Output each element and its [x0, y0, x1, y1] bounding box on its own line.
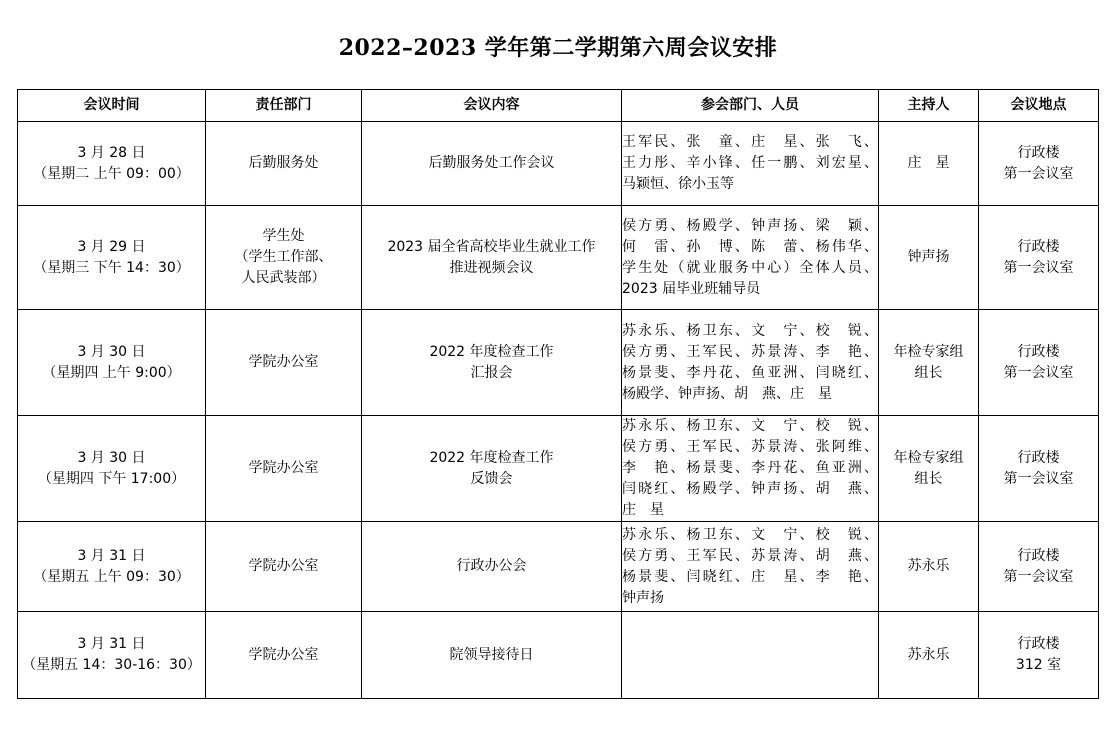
- content-line: 后勤服务处工作会议: [428, 155, 555, 171]
- location-line: 第一会议室: [1003, 568, 1074, 585]
- content-line: 行政办公会: [456, 558, 527, 574]
- table-row: [18, 122, 1099, 206]
- attendees-line: 马颖恒、徐小玉等: [622, 176, 734, 192]
- time-line: 3 月 31 日: [77, 547, 146, 564]
- cell-attendees: [622, 310, 879, 416]
- content-line: 2022 年度检查工作: [429, 343, 554, 360]
- page-title: 2022–2023 学年第二学期第六周会议安排: [338, 35, 778, 61]
- cell-dept: [206, 612, 362, 699]
- attendees-line: 李 艳、杨景斐、李丹花、鱼亚洲、: [622, 460, 878, 476]
- header-host: 主持人: [879, 90, 979, 122]
- content-line: 2022 年度检查工作: [429, 449, 554, 466]
- cell-content: [362, 522, 622, 612]
- host-line: 庄 星: [907, 155, 950, 171]
- attendees-line: 钟声扬: [622, 589, 664, 606]
- location-line: 第一会议室: [1003, 470, 1074, 487]
- content-line: 推进视频会议: [449, 259, 534, 276]
- host-line: 组长: [914, 364, 943, 381]
- location-line: 第一会议室: [1003, 364, 1074, 381]
- cell-host: [879, 612, 979, 699]
- time-line: （星期五 上午 09：30）: [33, 568, 190, 585]
- cell-dept: [206, 522, 362, 612]
- header-dept: 责任部门: [206, 90, 362, 122]
- host-line: 年检专家组: [893, 343, 964, 360]
- location-line: 行政楼: [1017, 449, 1060, 466]
- cell-host: [879, 416, 979, 522]
- content-line: 院领导接待日: [449, 646, 534, 663]
- cell-location: [979, 416, 1099, 522]
- time-line: （星期五 14：30-16：30）: [22, 657, 201, 673]
- cell-attendees: [622, 122, 879, 206]
- time-line: （星期四 上午 9:00）: [42, 364, 181, 381]
- attendees-line: 苏永乐、杨卫东、文 宁、校 锐、: [622, 322, 878, 339]
- location-line: 行政楼: [1017, 238, 1060, 255]
- host-line: 苏永乐: [907, 558, 950, 574]
- cell-location: [979, 310, 1099, 416]
- cell-time: [18, 416, 206, 522]
- content-line: 2023 届全省高校毕业生就业工作: [387, 238, 596, 255]
- attendees-line: 王军民、张 童、庄 星、张 飞、: [622, 134, 878, 150]
- attendees-line: 王力彤、辛小锋、任一鹏、刘宏星、: [622, 155, 878, 171]
- attendees-line: 侯方勇、王军民、苏景涛、张阿维、: [622, 439, 878, 455]
- attendees-line: 何 雷、孙 博、陈 蕾、杨伟华、: [622, 238, 878, 255]
- dept-line: 人民武装部）: [241, 270, 326, 286]
- time-line: （星期四 下午 17:00）: [37, 470, 186, 487]
- cell-dept: [206, 122, 362, 206]
- dept-line: 学院办公室: [248, 558, 319, 574]
- dept-line: 学生处: [262, 228, 305, 244]
- cell-time: [18, 310, 206, 416]
- dept-line: 学院办公室: [248, 354, 319, 370]
- cell-host: [879, 522, 979, 612]
- cell-content: [362, 612, 622, 699]
- location-line: 行政楼: [1017, 144, 1060, 161]
- time-line: 3 月 31 日: [77, 636, 146, 652]
- host-line: 钟声扬: [907, 249, 950, 265]
- host-line: 年检专家组: [893, 449, 964, 466]
- location-line: 行政楼: [1017, 547, 1060, 564]
- location-line: 312 室: [1015, 657, 1062, 673]
- time-line: 3 月 29 日: [77, 238, 146, 255]
- cell-dept: [206, 416, 362, 522]
- attendees-line: 苏永乐、杨卫东、文 宁、校 锐、: [622, 418, 878, 434]
- dept-line: （学生工作部、: [234, 249, 333, 265]
- table-row: [18, 522, 1099, 612]
- time-line: （星期三 下午 14：30）: [33, 259, 190, 276]
- host-line: 组长: [914, 470, 943, 487]
- cell-attendees: [622, 206, 879, 310]
- cell-attendees: [622, 522, 879, 612]
- header-content: 会议内容: [362, 90, 622, 122]
- attendees-line: 侯方勇、王军民、苏景涛、胡 燕、: [622, 547, 878, 564]
- dept-line: 学院办公室: [248, 460, 319, 476]
- cell-dept: [206, 206, 362, 310]
- attendees-line: 闫晓红、杨殿学、钟声扬、胡 燕、: [622, 481, 878, 497]
- attendees-line: 杨景斐、李丹花、鱼亚洲、闫晓红、: [622, 364, 878, 381]
- time-line: 3 月 28 日: [77, 144, 146, 161]
- cell-content: [362, 416, 622, 522]
- header-attendees: 参会部门、人员: [622, 90, 879, 122]
- attendees-line: 2023 届毕业班辅导员: [622, 280, 761, 297]
- attendees-line: 侯方勇、王军民、苏景涛、李 艳、: [622, 343, 878, 360]
- cell-location: [979, 122, 1099, 206]
- cell-content: [362, 310, 622, 416]
- cell-attendees: [622, 416, 879, 522]
- cell-content: [362, 122, 622, 206]
- time-line: 3 月 30 日: [77, 449, 146, 466]
- cell-location: [979, 612, 1099, 699]
- table-row: [18, 612, 1099, 699]
- location-line: 行政楼: [1017, 343, 1060, 360]
- time-line: （星期二 上午 09：00）: [33, 165, 190, 182]
- cell-attendees: [622, 612, 879, 699]
- header-location: 会议地点: [979, 90, 1099, 122]
- location-line: 行政楼: [1017, 636, 1060, 652]
- attendees-line: 学生处（就业服务中心）全体人员、: [622, 259, 878, 276]
- location-line: 第一会议室: [1003, 165, 1074, 182]
- table-row: [18, 206, 1099, 310]
- location-line: 第一会议室: [1003, 259, 1074, 276]
- time-line: 3 月 30 日: [77, 343, 146, 360]
- attendees-line: 侯方勇、杨殿学、钟声扬、梁 颖、: [622, 217, 878, 234]
- cell-host: [879, 310, 979, 416]
- dept-line: 学院办公室: [248, 646, 319, 663]
- meeting-schedule-table: [17, 89, 1099, 699]
- cell-dept: [206, 310, 362, 416]
- cell-time: [18, 206, 206, 310]
- cell-content: [362, 206, 622, 310]
- dept-line: 后勤服务处: [248, 155, 319, 171]
- attendees-line: 庄 星: [622, 502, 664, 518]
- attendees-line: 苏永乐、杨卫东、文 宁、校 锐、: [622, 526, 878, 543]
- cell-time: [18, 122, 206, 206]
- cell-host: [879, 206, 979, 310]
- cell-host: [879, 122, 979, 206]
- host-line: 苏永乐: [907, 646, 950, 663]
- content-line: 汇报会: [470, 364, 513, 381]
- cell-location: [979, 522, 1099, 612]
- content-line: 反馈会: [470, 470, 513, 487]
- header-time: 会议时间: [18, 90, 206, 122]
- table-row: [18, 416, 1099, 522]
- attendees-line: 杨景斐、闫晓红、庄 星、李 艳、: [622, 568, 878, 585]
- cell-location: [979, 206, 1099, 310]
- cell-time: [18, 612, 206, 699]
- table-row: [18, 310, 1099, 416]
- cell-time: [18, 522, 206, 612]
- attendees-line: 杨殿学、钟声扬、胡 燕、庄 星: [622, 385, 832, 402]
- table-header-row: [18, 90, 1099, 122]
